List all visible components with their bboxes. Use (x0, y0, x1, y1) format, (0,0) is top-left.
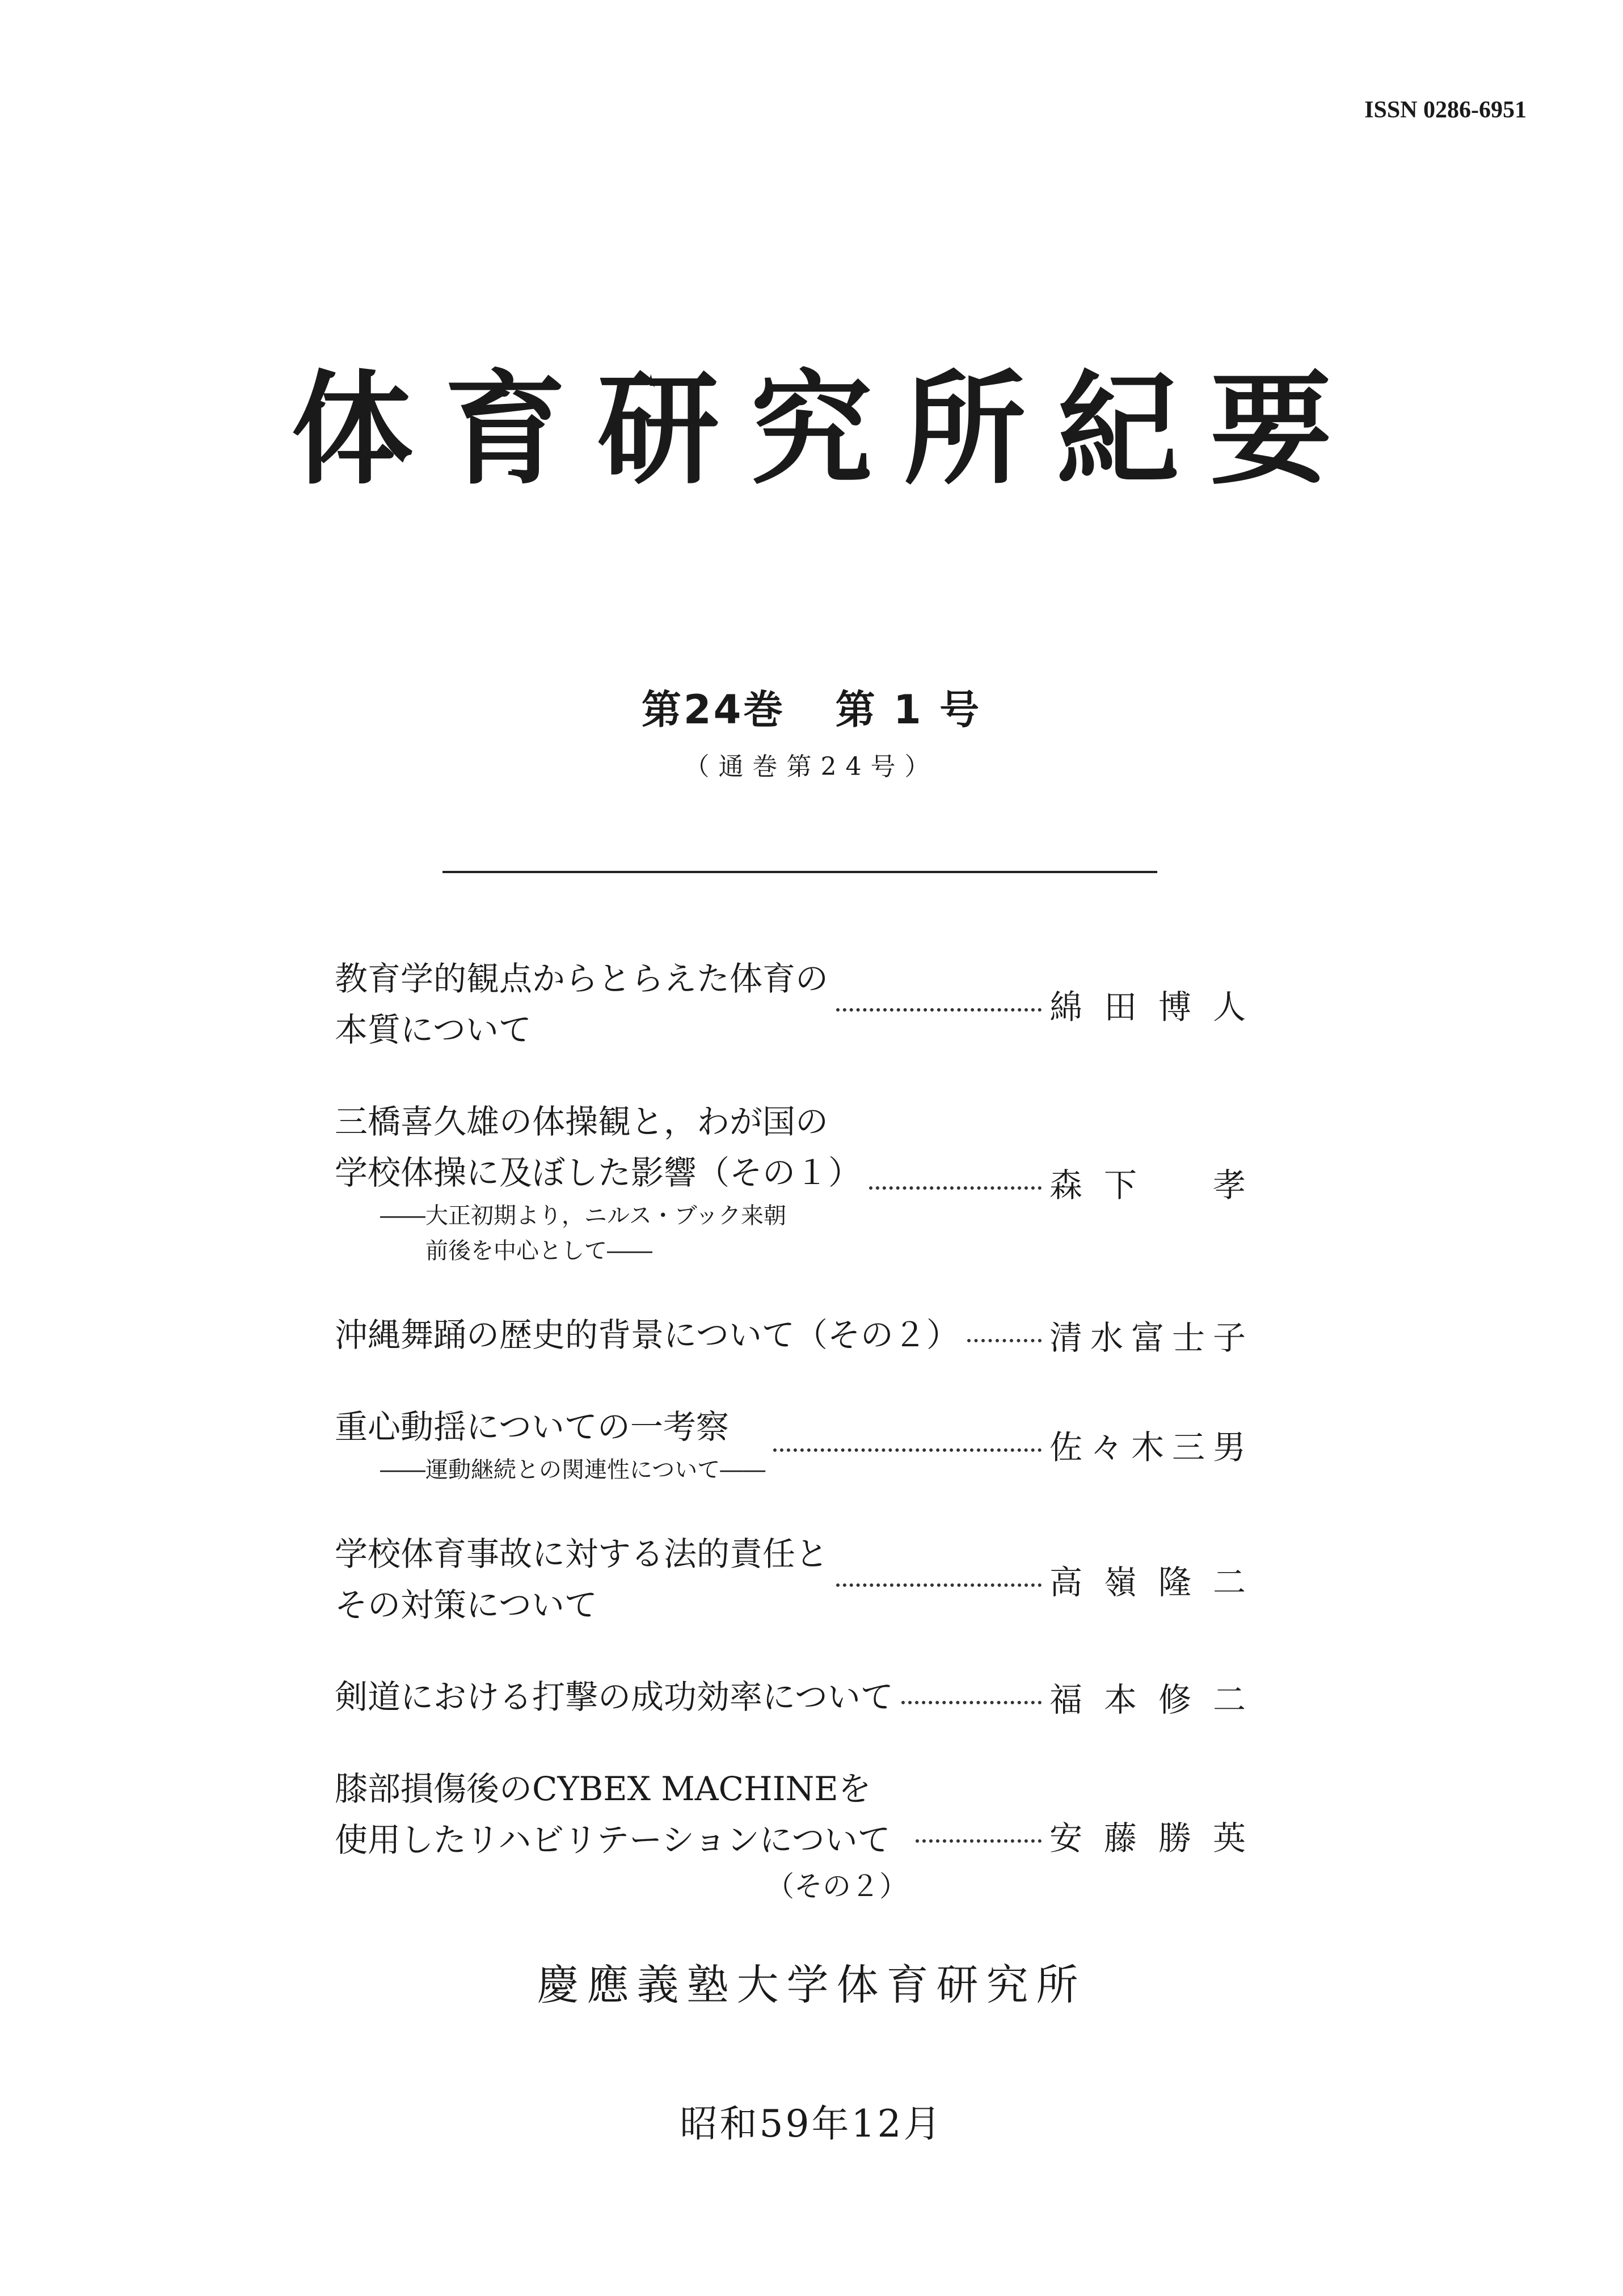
dot-leader (836, 1008, 1042, 1012)
issue-number: 第 1 号 (835, 686, 982, 733)
toc-entry-1 (335, 953, 1268, 1055)
dot-leader (916, 1839, 1042, 1843)
publication-date: 昭和59年12月 (680, 2102, 943, 2146)
toc-author: 清水富士子 (1049, 1318, 1254, 1357)
toc-author: 高嶺隆二 (1049, 1563, 1268, 1602)
toc-author: 森下 孝 (1049, 1166, 1268, 1204)
volume-number: 第24巻 (641, 686, 786, 733)
toc-title-line: 重心動揺についての一考察 (335, 1408, 729, 1446)
dot-leader (967, 1339, 1042, 1342)
toc-author: 佐々木三男 (1049, 1428, 1254, 1467)
toc-subtitle-line: ――大正初期より，ニルス・ブック来朝 (380, 1203, 786, 1229)
toc-title-line: 剣道における打撃の成功効率について (335, 1678, 893, 1716)
dot-leader (901, 1701, 1042, 1704)
toc-entry-3 (335, 1309, 1254, 1360)
toc-entry-2 (335, 1096, 1268, 1269)
toc-subtitle-line: （その２） (766, 1870, 908, 1903)
dot-leader (869, 1186, 1042, 1190)
toc-author: 安藤勝英 (1049, 1819, 1268, 1857)
toc-title-line: 使用したリハビリテーションについて (335, 1821, 891, 1859)
toc-entry-title (335, 1528, 828, 1631)
toc-entry-6 (335, 1671, 1268, 1722)
toc-subtitle-line: ――運動継続との関連性について―― (380, 1457, 766, 1483)
toc-entry-title (335, 953, 828, 1055)
toc-entry-title (335, 1096, 861, 1269)
serial-number: （通巻第24号） (684, 752, 939, 781)
toc-title-line: 学校体育事故に対する法的責任と (335, 1535, 829, 1573)
toc-entry-7 (335, 1763, 1268, 1907)
toc-title-line: 本質について (335, 1010, 532, 1049)
toc-title-line: 教育学的観点からとらえた体育の (335, 959, 829, 998)
volume-line (0, 678, 1623, 735)
issn-number: ISSN 0286-6951 (1364, 97, 1527, 123)
toc-entry-4 (335, 1401, 1254, 1488)
toc-author: 福本修二 (1049, 1680, 1268, 1719)
toc-title-line: 沖縄舞踊の歴史的背景について（その２） (335, 1316, 959, 1354)
toc-author: 綿田博人 (1049, 988, 1268, 1026)
toc-title-line: 三橋喜久雄の体操観と，わが国の (335, 1102, 829, 1141)
toc-title-line: 学校体操に及ぼした影響（その１） (335, 1153, 862, 1192)
toc-subtitle-line: 前後を中心として―― (425, 1238, 652, 1264)
dot-leader (836, 1583, 1042, 1587)
toc-entry-title (335, 1309, 959, 1360)
toc-entry-title (335, 1763, 908, 1907)
toc-title-line: 膝部損傷後のCYBEX MACHINEを (335, 1770, 871, 1808)
toc-entry-5 (335, 1528, 1268, 1631)
publisher-name: 慶應義塾大学体育研究所 (537, 1961, 1086, 2009)
toc-entry-title (335, 1401, 765, 1488)
toc-entry-title (335, 1671, 893, 1722)
journal-title: 体育研究所紀要 (291, 359, 1363, 501)
table-of-contents (335, 953, 1268, 1948)
divider-rule (442, 871, 1157, 873)
toc-title-line: その対策について (335, 1586, 597, 1624)
dot-leader (773, 1448, 1042, 1452)
